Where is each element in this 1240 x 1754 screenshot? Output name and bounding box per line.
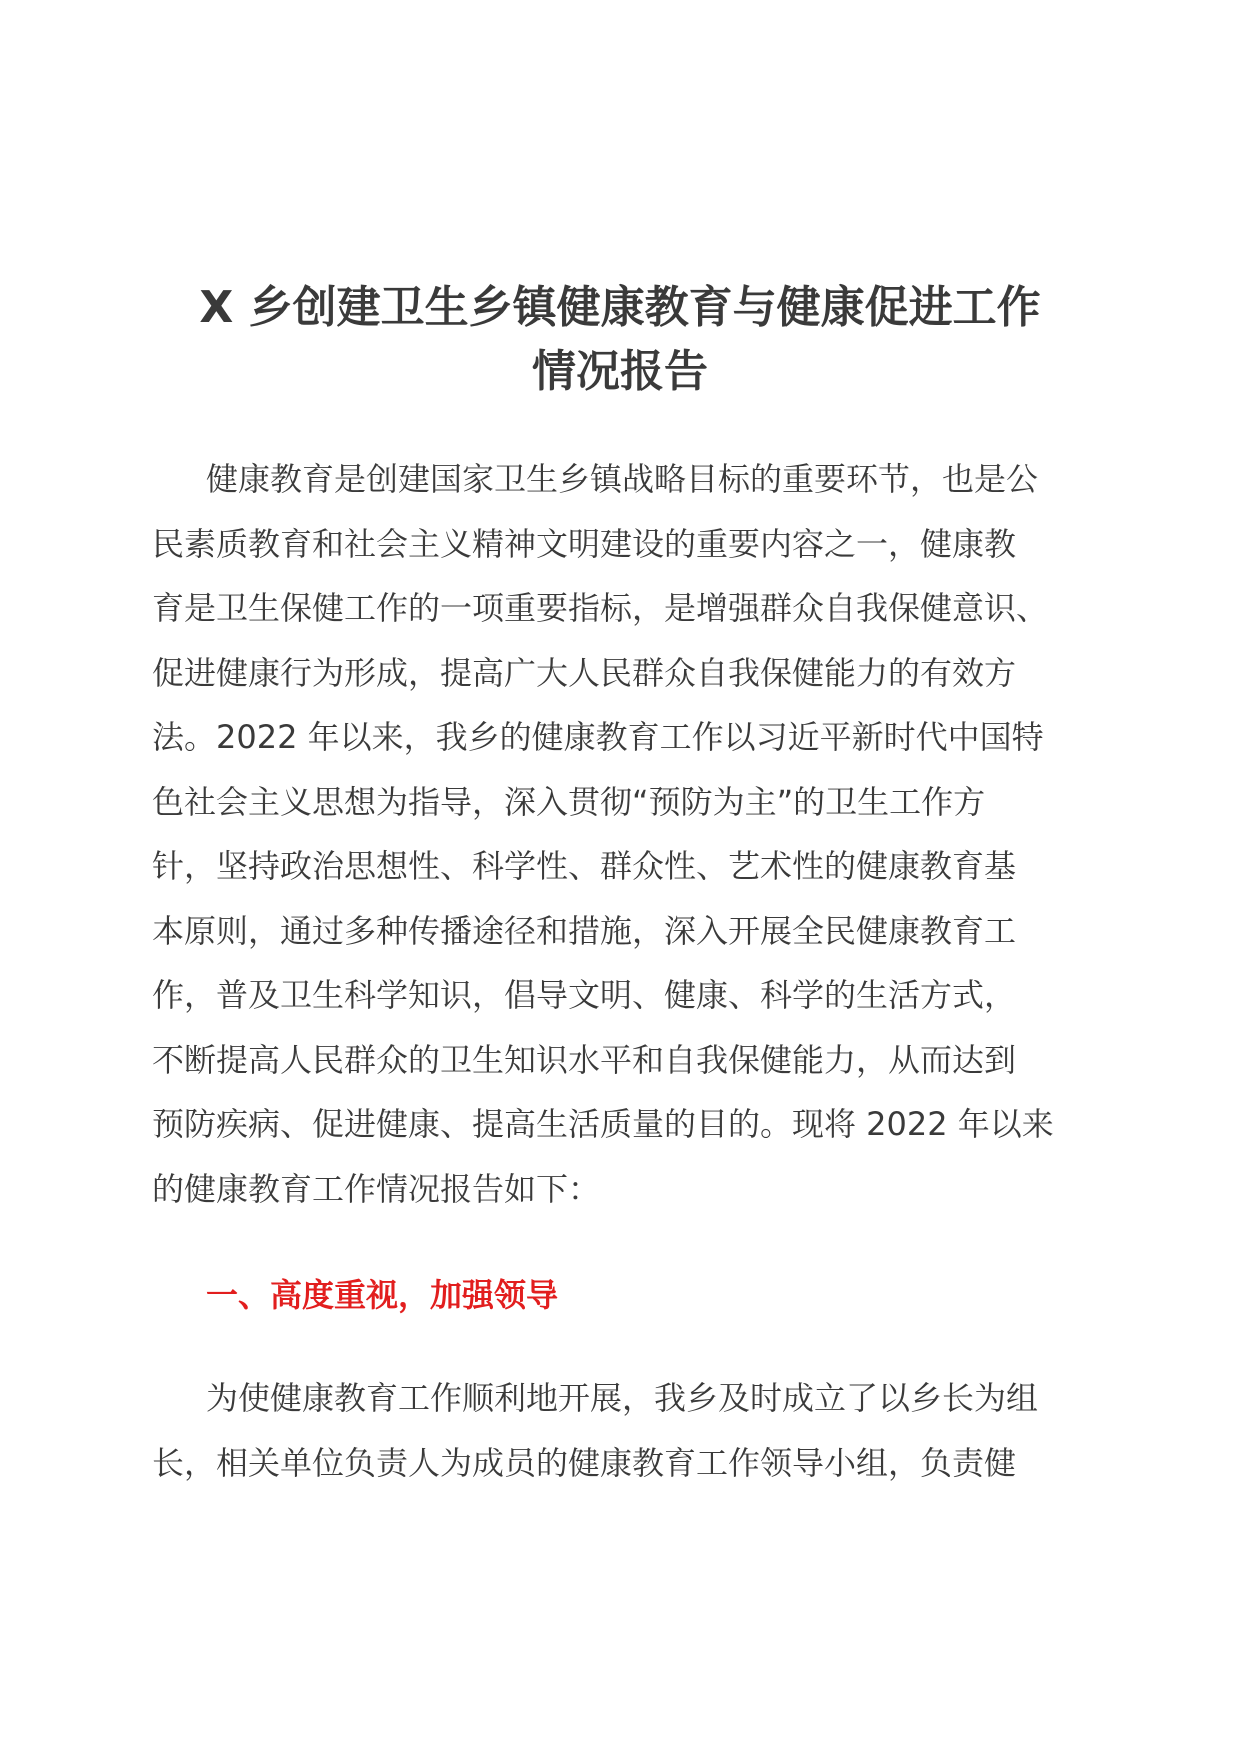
title-line-1: X 乡创建卫生乡镇健康教育与健康促进工作	[199, 282, 1041, 333]
intro-paragraph	[152, 447, 1092, 1221]
section-heading-1: 一、高度重视，加强领导	[206, 1276, 559, 1314]
paragraph-line: 长，相关单位负责人为成员的健康教育工作领导小组，负责健	[152, 1443, 1017, 1482]
paragraph-line: 不断提高人民群众的卫生知识水平和自我保健能力，从而达到	[152, 1040, 1017, 1079]
paragraph-line: 促进健康行为形成，提高广大人民群众自我保健能力的有效方	[152, 653, 1017, 692]
paragraph-line: 色社会主义思想为指导，深入贯彻“预防为主”的卫生工作方	[152, 782, 986, 821]
paragraph-line: 的健康教育工作情况报告如下：	[152, 1169, 601, 1208]
paragraph-line: 法。2022 年以来，我乡的健康教育工作以习近平新时代中国特	[152, 718, 1044, 756]
paragraph-line: 作，普及卫生科学知识，倡导文明、健康、科学的生活方式，	[152, 976, 1017, 1014]
paragraph-line: 健康教育是创建国家卫生乡镇战略目标的重要环节，也是公	[206, 460, 1039, 498]
paragraph-line: 本原则，通过多种传播途径和措施，深入开展全民健康教育工	[152, 911, 1017, 950]
paragraph-line: 育是卫生保健工作的一项重要指标，是增强群众自我保健意识、	[152, 589, 1049, 627]
paragraph-line: 预防疾病、促进健康、提高生活质量的目的。现将 2022 年以来	[152, 1105, 1054, 1143]
document-title	[150, 276, 1090, 404]
section-1-paragraph	[152, 1366, 1092, 1495]
paragraph-line: 为使健康教育工作顺利地开展，我乡及时成立了以乡长为组	[206, 1379, 1039, 1417]
paragraph-line: 民素质教育和社会主义精神文明建设的重要内容之一，健康教	[152, 524, 1017, 563]
paragraph-line: 针，坚持政治思想性、科学性、群众性、艺术性的健康教育基	[152, 847, 1017, 885]
title-line-2: 情况报告	[532, 346, 708, 397]
